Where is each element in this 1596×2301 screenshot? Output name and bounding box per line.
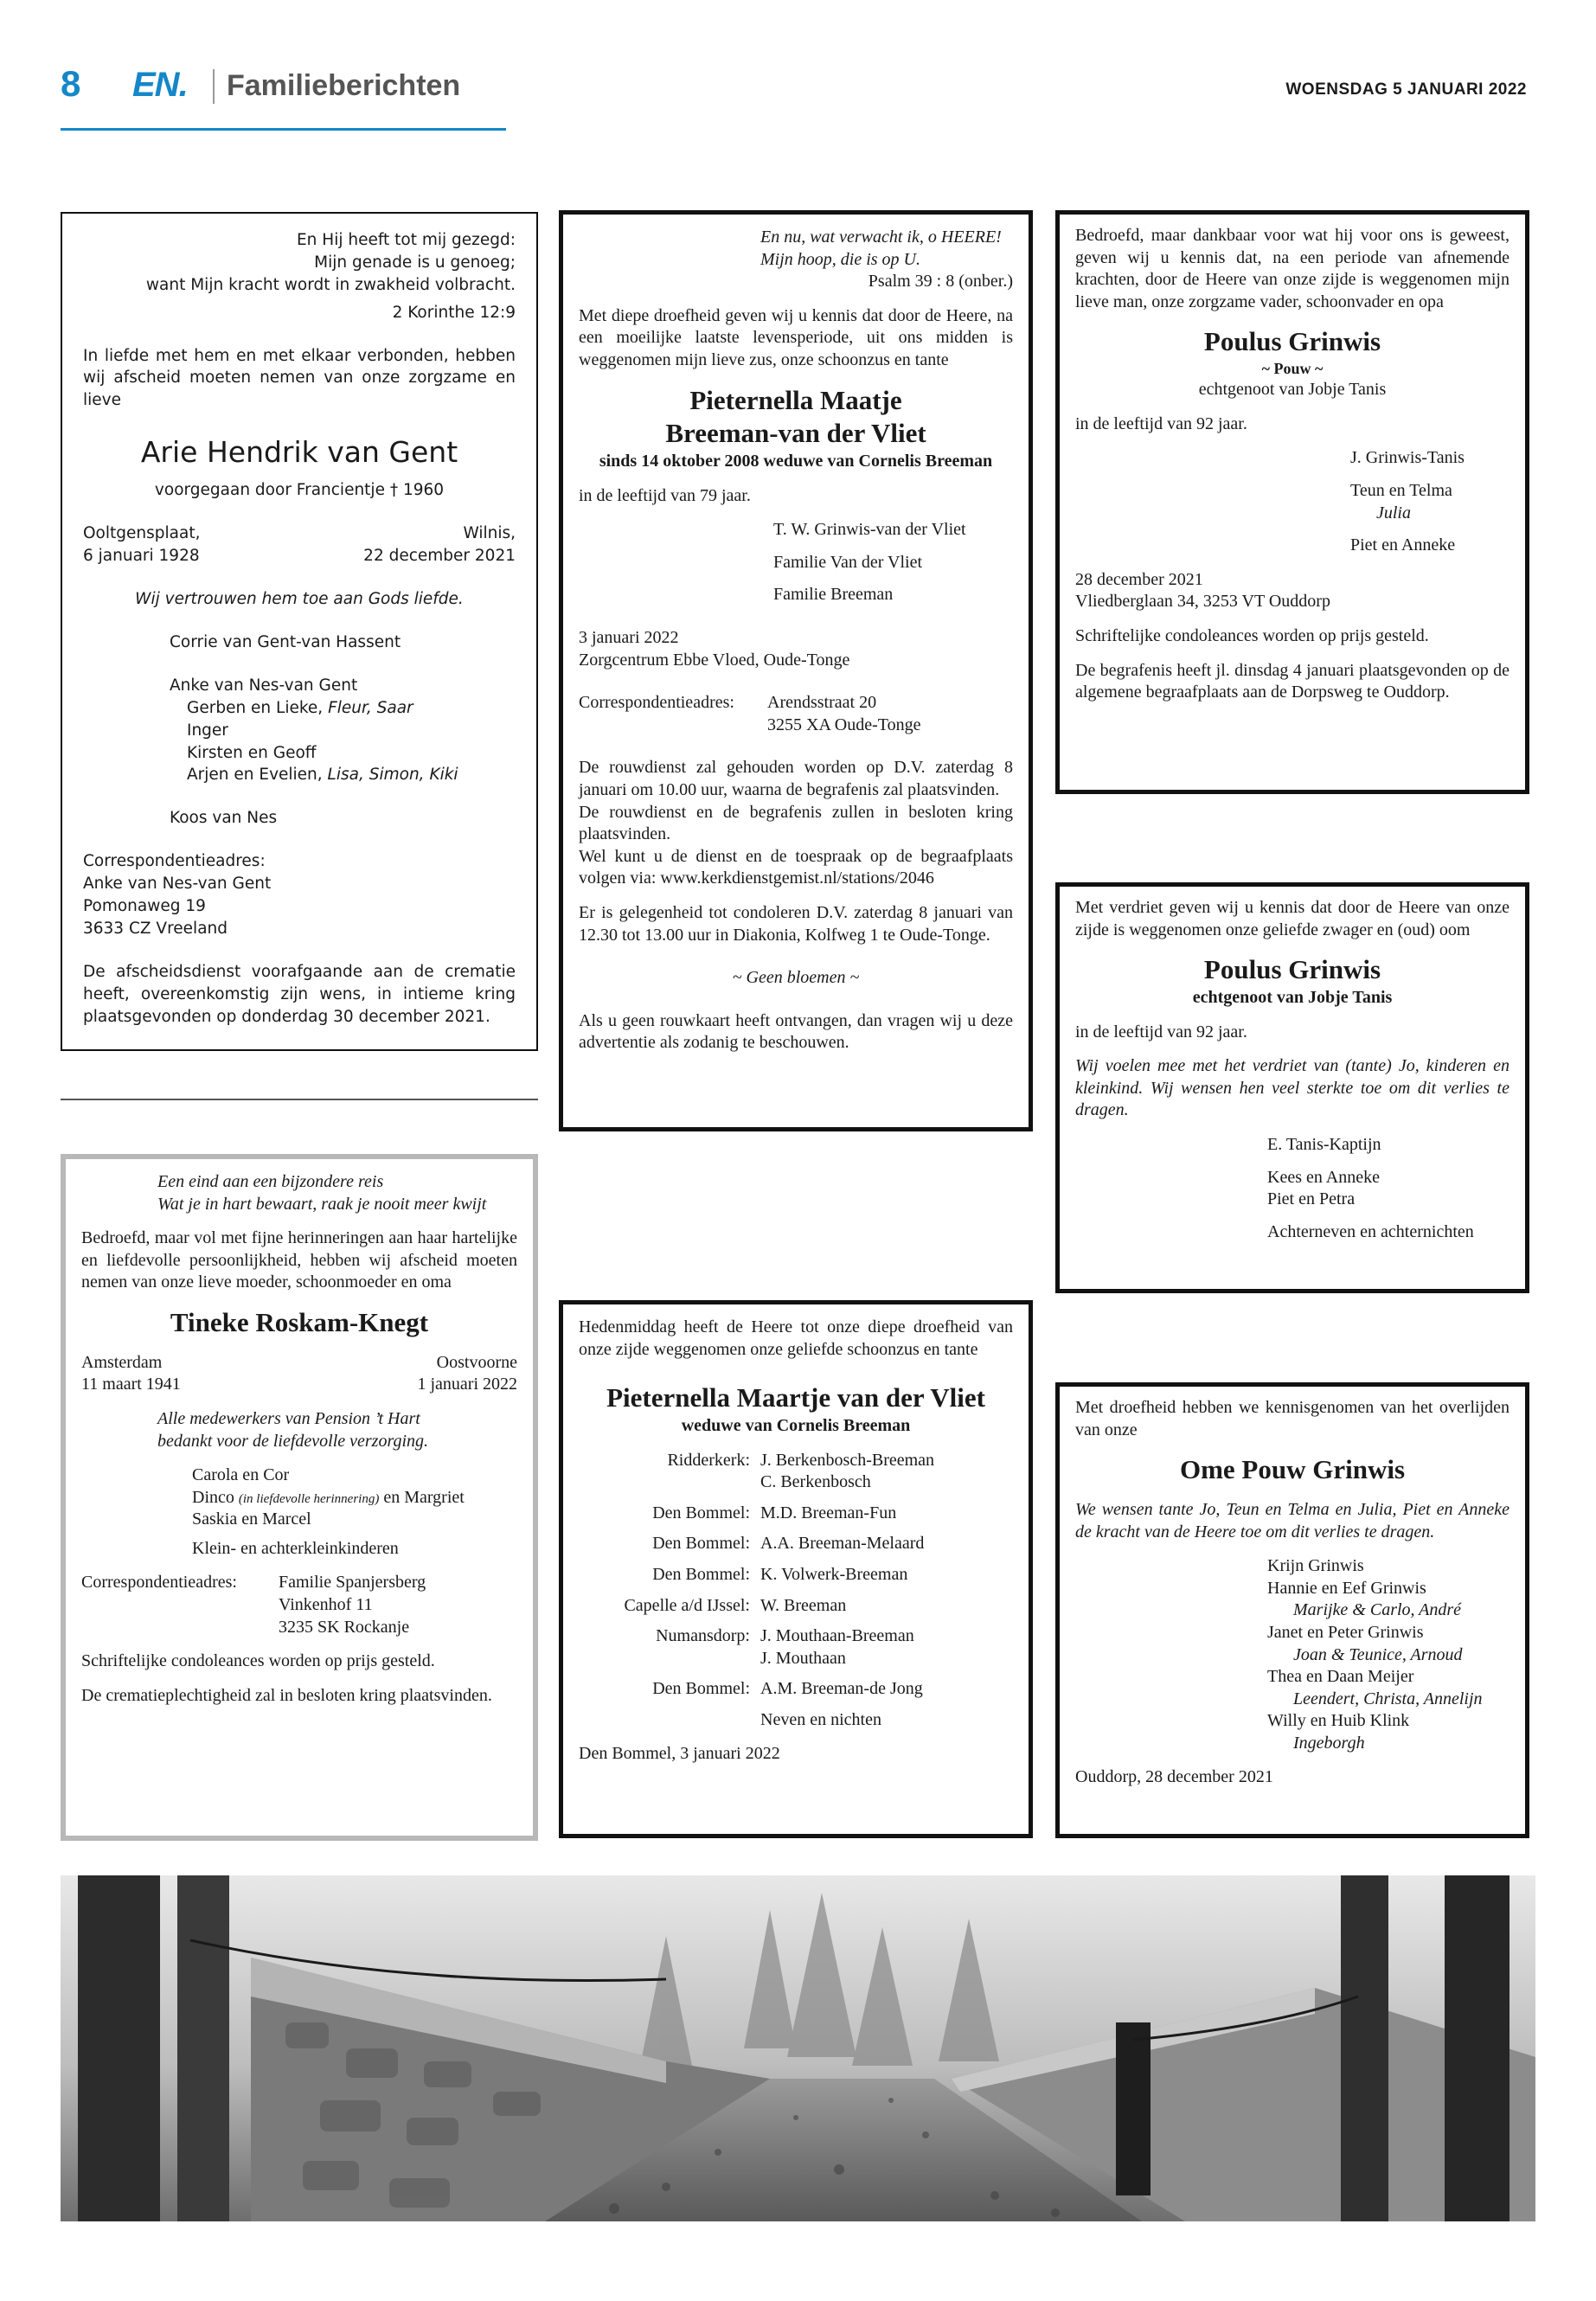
deceased-name: Poulus Grinwis bbox=[1203, 326, 1381, 357]
deceased-subtitle: voorgegaan door Francientje † 1960 bbox=[154, 481, 445, 500]
intro-text: Met droefheid hebben we kennisgenomen van het overlijden van onze bbox=[1075, 1398, 1509, 1439]
family-name: Achterneven en achternichten bbox=[1267, 1221, 1474, 1241]
sympathy-text: We wensen tante Jo, Teun en Telma en Julia, Piet en Anneke de kracht van de Heere toe om dit verlies te dragen. bbox=[1075, 1499, 1509, 1541]
family-names bbox=[760, 1533, 1013, 1555]
trust-line: Wij vertrouwen hem toe aan Gods liefde. bbox=[135, 590, 464, 609]
notice-arie-hendrik-van-gent bbox=[61, 212, 538, 1051]
death-date: 1 januari 2022 bbox=[417, 1375, 517, 1394]
family-name: Familie Breeman bbox=[773, 585, 894, 605]
family-name: Willy en Huib Klink bbox=[1267, 1711, 1410, 1731]
family-names bbox=[760, 1625, 1013, 1670]
family-row bbox=[579, 1450, 1013, 1494]
family-place: Ridderkerk: bbox=[667, 1450, 750, 1470]
family-children: Joan & Teunice, Arnoud bbox=[1293, 1644, 1463, 1664]
header-divider bbox=[213, 69, 215, 104]
death-place: Wilnis, bbox=[463, 524, 516, 543]
intro-text: Bedroefd, maar vol met fijne herinneringen aan haar hartelijke en liefdevolle persoonlijkheid, hebben wij afscheid moeten nemen van onze lieve moeder, schoonmoeder en oma bbox=[81, 1228, 517, 1292]
age-line: in de leeftijd van 79 jaar. bbox=[579, 485, 751, 505]
notice-address: Vliedberglaan 34, 3253 VT Ouddorp bbox=[1075, 592, 1330, 612]
family-couple: Arjen en Evelien, bbox=[187, 766, 328, 785]
closing-text: De crematieplechtigheid zal in besloten kring plaatsvinden. bbox=[81, 1685, 492, 1705]
family-name: Kees en Anneke bbox=[1267, 1167, 1380, 1187]
family-children: Leendert, Christa, Annelijn bbox=[1293, 1689, 1483, 1708]
family-name: Piet en Petra bbox=[1267, 1189, 1356, 1209]
closing-text: Als u geen rouwkaart heeft ontvangen, dan vragen wij u deze advertentie als zodanig te beschouwen. bbox=[579, 1010, 1013, 1053]
family-name: Kirsten en Geoff bbox=[187, 743, 317, 762]
condolences-text: Schriftelijke condoleances worden op prijs gesteld. bbox=[1075, 625, 1429, 645]
birth-date: 6 januari 1928 bbox=[83, 547, 200, 566]
death-date: 22 december 2021 bbox=[363, 547, 516, 566]
family-children: Lisa, Simon, Kiki bbox=[327, 766, 458, 785]
sympathy-text: Wij voelen mee met het verdriet van (tante) Jo, kinderen en kleinkind. Wij wensen hen veel sterkte toe om dit verlies te dragen. bbox=[1075, 1056, 1509, 1120]
nickname: ~ Pouw ~ bbox=[1261, 360, 1324, 378]
family-name: Klein- en achterkleinkinderen bbox=[192, 1538, 399, 1558]
verse-line: Mijn genade is u genoeg; bbox=[314, 253, 516, 272]
age-line: in de leeftijd van 92 jaar. bbox=[1075, 1022, 1247, 1042]
family-name: Koos van Nes bbox=[170, 809, 278, 828]
family-names bbox=[760, 1678, 1013, 1701]
verse-line: En nu, wat verwacht ik, o HEERE! bbox=[760, 228, 1002, 247]
life-dates bbox=[83, 522, 516, 567]
family-name: J. Mouthaan-Breeman bbox=[760, 1626, 914, 1646]
family-place: Den Bommel: bbox=[652, 1564, 750, 1584]
family-place: Numansdorp: bbox=[656, 1626, 750, 1646]
deceased-name: Poulus Grinwis bbox=[1203, 954, 1381, 985]
closing-text: Den Bommel, 3 januari 2022 bbox=[579, 1744, 780, 1764]
correspondence-line: 3633 CZ Vreeland bbox=[83, 919, 228, 938]
family-name: Neven en nichten bbox=[760, 1709, 881, 1729]
family-remark: (in liefdevolle herinnering) bbox=[238, 1491, 380, 1506]
family-name bbox=[83, 697, 516, 720]
death-place: Oostvoorne bbox=[436, 1352, 517, 1372]
family-name: Janet en Peter Grinwis bbox=[1267, 1622, 1424, 1642]
family-row bbox=[579, 1503, 1013, 1525]
family-name: E. Tanis-Kaptijn bbox=[1267, 1134, 1381, 1154]
family-place: Den Bommel: bbox=[652, 1534, 750, 1554]
family-name: Krijn Grinwis bbox=[1267, 1556, 1364, 1576]
closing-text: De afscheidsdienst voorafgaande aan de crematie heeft, overeenkomstig zijn wens, in intieme kring plaatsgevonden op donderdag 30 december 2021. bbox=[83, 962, 516, 1026]
correspondence bbox=[579, 692, 1013, 736]
family-name: J. Grinwis-Tanis bbox=[1350, 448, 1465, 468]
correspondence-label: Correspondentieadres: bbox=[579, 693, 734, 713]
family-row bbox=[579, 1625, 1013, 1670]
notice-poulus-grinwis-family bbox=[1055, 210, 1529, 794]
condolences-text: Schriftelijke condoleances worden op prijs gesteld. bbox=[81, 1651, 435, 1671]
notice-pieternella-breeman bbox=[559, 210, 1033, 1131]
family-name: Julia bbox=[1376, 503, 1411, 522]
family-children: Fleur, Saar bbox=[328, 698, 413, 717]
correspondence-line: Familie Spanjersberg bbox=[279, 1573, 426, 1593]
notice-place: Zorgcentrum Ebbe Vloed, Oude-Tonge bbox=[579, 650, 850, 670]
header-rule bbox=[61, 128, 506, 131]
family-name: Teun en Telma bbox=[1350, 480, 1452, 500]
verse-line: want Mijn kracht wordt in zwakheid volbracht. bbox=[145, 275, 516, 294]
closing-text: Ouddorp, 28 december 2021 bbox=[1075, 1767, 1273, 1787]
verse-line: Wat je in hart bewaart, raak je nooit meer kwijt bbox=[157, 1194, 487, 1214]
family-name: Saskia en Marcel bbox=[192, 1509, 311, 1529]
notice-date: 3 januari 2022 bbox=[579, 628, 679, 648]
correspondence-line: 3255 XA Oude-Tonge bbox=[767, 715, 921, 734]
correspondence-line: Pomonaweg 19 bbox=[83, 897, 206, 915]
forest-bridge-photo bbox=[61, 1875, 1535, 2221]
family-row bbox=[579, 1564, 1013, 1586]
service-text: De rouwdienst en de begrafenis zullen in besloten kring plaatsvinden. bbox=[579, 802, 1013, 844]
verse-line: Mijn hoop, die is op U. bbox=[760, 249, 920, 269]
family-list bbox=[579, 1450, 1013, 1701]
family-name: M.D. Breeman-Fun bbox=[760, 1503, 897, 1522]
verse-line: Een eind aan een bijzondere reis bbox=[157, 1172, 384, 1191]
notice-tineke-roskam-knegt bbox=[61, 1154, 538, 1841]
family-person: en Margriet bbox=[379, 1487, 465, 1507]
intro-text: In liefde met hem en met elkaar verbonden, hebben wij afscheid moeten nemen van onze zorgzame en lieve bbox=[83, 346, 516, 410]
notice-date: 28 december 2021 bbox=[1075, 569, 1203, 589]
correspondence-line: Arendsstraat 20 bbox=[767, 693, 877, 713]
correspondence bbox=[81, 1572, 517, 1638]
deceased-name: Pieternella Maatje bbox=[689, 384, 902, 415]
family-row bbox=[579, 1533, 1013, 1555]
deceased-name: Breeman-van der Vliet bbox=[665, 418, 926, 449]
family-name: A.A. Breeman-Melaard bbox=[760, 1534, 925, 1554]
deceased-name: Pieternella Maartje van der Vliet bbox=[606, 1382, 985, 1413]
family-children: Marijke & Carlo, André bbox=[1293, 1600, 1462, 1620]
deceased-name: Arie Hendrik van Gent bbox=[140, 435, 458, 470]
family-place: Den Bommel: bbox=[652, 1503, 750, 1522]
notice-ome-pouw-grinwis bbox=[1055, 1382, 1529, 1838]
age-line: in de leeftijd van 92 jaar. bbox=[1075, 413, 1247, 433]
notice-poulus-grinwis-tanis bbox=[1055, 882, 1529, 1293]
family-name: C. Berkenbosch bbox=[760, 1472, 871, 1492]
correspondence-label: Correspondentieadres: bbox=[81, 1573, 237, 1593]
correspondence-label: Correspondentieadres: bbox=[83, 852, 266, 871]
family-row bbox=[579, 1595, 1013, 1618]
birth-place: Amsterdam bbox=[81, 1352, 163, 1372]
family-name: J. Berkenbosch-Breeman bbox=[760, 1450, 935, 1470]
intro-text: Met diepe droefheid geven wij u kennis dat door de Heere, na een moeilijke laatste levensperiode, uit ons midden is weggenomen mijn lieve zus, onze schoonzus en tante bbox=[579, 305, 1013, 369]
family-children: Ingeborgh bbox=[1293, 1733, 1365, 1753]
family-name: J. Mouthaan bbox=[760, 1648, 846, 1668]
family-names bbox=[760, 1450, 1013, 1494]
intro-text: Bedroefd, maar dankbaar voor wat hij voor ons is geweest, geven wij u kennis dat, na een periode van afnemende krachten, door de Heere van onze zijde is weggenomen mijn lieve man, onze zorgzame vader, schoonvader en opa bbox=[1075, 226, 1509, 311]
verse-reference: 2 Korinthe 12:9 bbox=[392, 303, 516, 322]
thanks-line: Alle medewerkers van Pension ’t Hart bbox=[157, 1408, 420, 1428]
family-names bbox=[760, 1503, 1013, 1525]
life-dates bbox=[81, 1352, 517, 1396]
family-name: K. Volwerk-Breeman bbox=[760, 1564, 908, 1584]
newspaper-logo: EN. bbox=[132, 66, 188, 104]
spouse-line: echtgenoot van Jobje Tanis bbox=[1192, 987, 1393, 1007]
column-divider bbox=[61, 1099, 538, 1100]
family-name: Inger bbox=[187, 721, 228, 740]
family-couple: Gerben en Lieke, bbox=[187, 698, 329, 717]
no-flowers-line: ~ Geen bloemen ~ bbox=[732, 968, 860, 988]
intro-text: Met verdriet geven wij u kennis dat door de Heere van onze zijde is weggenomen onze geliefde zwager en (oud) oom bbox=[1075, 898, 1509, 939]
family-place: Den Bommel: bbox=[652, 1679, 750, 1699]
family-row bbox=[579, 1678, 1013, 1701]
family-person: Dinco bbox=[192, 1487, 239, 1507]
correspondence-line: 3235 SK Rockanje bbox=[279, 1617, 410, 1637]
family-name: Familie Van der Vliet bbox=[773, 552, 923, 572]
family-name: T. W. Grinwis-van der Vliet bbox=[773, 520, 966, 540]
funeral-text: De begrafenis heeft jl. dinsdag 4 januari plaatsgevonden op de algemene begraafplaats aan de Dorpsweg te Ouddorp. bbox=[1075, 660, 1509, 702]
section-title: Familieberichten bbox=[227, 69, 461, 102]
family-names bbox=[760, 1564, 1013, 1586]
birth-date: 11 maart 1941 bbox=[81, 1375, 181, 1394]
family-name: W. Breeman bbox=[760, 1595, 847, 1615]
spouse-line: echtgenoot van Jobje Tanis bbox=[1198, 380, 1387, 400]
family-name bbox=[81, 1487, 517, 1509]
family-name: Thea en Daan Meijer bbox=[1267, 1667, 1414, 1687]
birth-place: Ooltgensplaat, bbox=[83, 524, 201, 543]
family-name: Piet en Anneke bbox=[1350, 535, 1456, 555]
correspondence-line: Vinkenhof 11 bbox=[279, 1595, 373, 1615]
deceased-name: Tineke Roskam-Knegt bbox=[170, 1306, 429, 1337]
deceased-subtitle: weduwe van Cornelis Breeman bbox=[681, 1415, 911, 1435]
family-name: Corrie van Gent-van Hassent bbox=[170, 632, 401, 651]
family-name: Hannie en Eef Grinwis bbox=[1267, 1578, 1426, 1598]
family-place: Capelle a/d IJssel: bbox=[624, 1595, 750, 1615]
condolence-text: Er is gelegenheid tot condoleren D.V. zaterdag 8 januari van 12.30 tot 13.00 uur in Diakonia, Kolfweg 1 te Oude-Tonge. bbox=[579, 902, 1013, 945]
service-text: De rouwdienst zal gehouden worden op D.V. zaterdag 8 januari om 10.00 uur, waarna de begrafenis zal plaatsvinden. bbox=[579, 758, 1013, 799]
family-name: Carola en Cor bbox=[192, 1465, 290, 1485]
correspondence-line: Anke van Nes-van Gent bbox=[83, 875, 272, 894]
family-name: A.M. Breeman-de Jong bbox=[760, 1679, 923, 1699]
intro-text: Hedenmiddag heeft de Heere tot onze diepe droefheid van onze zijde weggenomen onze geliefde schoonzus en tante bbox=[579, 1317, 1013, 1359]
family-name: Anke van Nes-van Gent bbox=[170, 676, 358, 695]
verse-reference: Psalm 39 : 8 (onber.) bbox=[868, 272, 1013, 292]
issue-date: WOENSDAG 5 JANUARI 2022 bbox=[1285, 80, 1527, 99]
deceased-name: Ome Pouw Grinwis bbox=[1179, 1454, 1406, 1485]
family-names bbox=[760, 1595, 1013, 1618]
verse-line: En Hij heeft tot mij gezegd: bbox=[296, 231, 516, 249]
notice-pieternella-van-der-vliet bbox=[559, 1300, 1033, 1838]
page-number: 8 bbox=[61, 63, 81, 104]
family-name bbox=[83, 764, 516, 786]
thanks-line: bedankt voor de liefdevolle verzorging. bbox=[157, 1431, 429, 1451]
service-text: Wel kunt u de dienst en de toespraak op de begraafplaats volgen via: www.kerkdienstgemist.nl/stations/2046 bbox=[579, 846, 1013, 888]
deceased-subtitle: sinds 14 oktober 2008 weduwe van Cornelis Breeman bbox=[599, 452, 993, 471]
